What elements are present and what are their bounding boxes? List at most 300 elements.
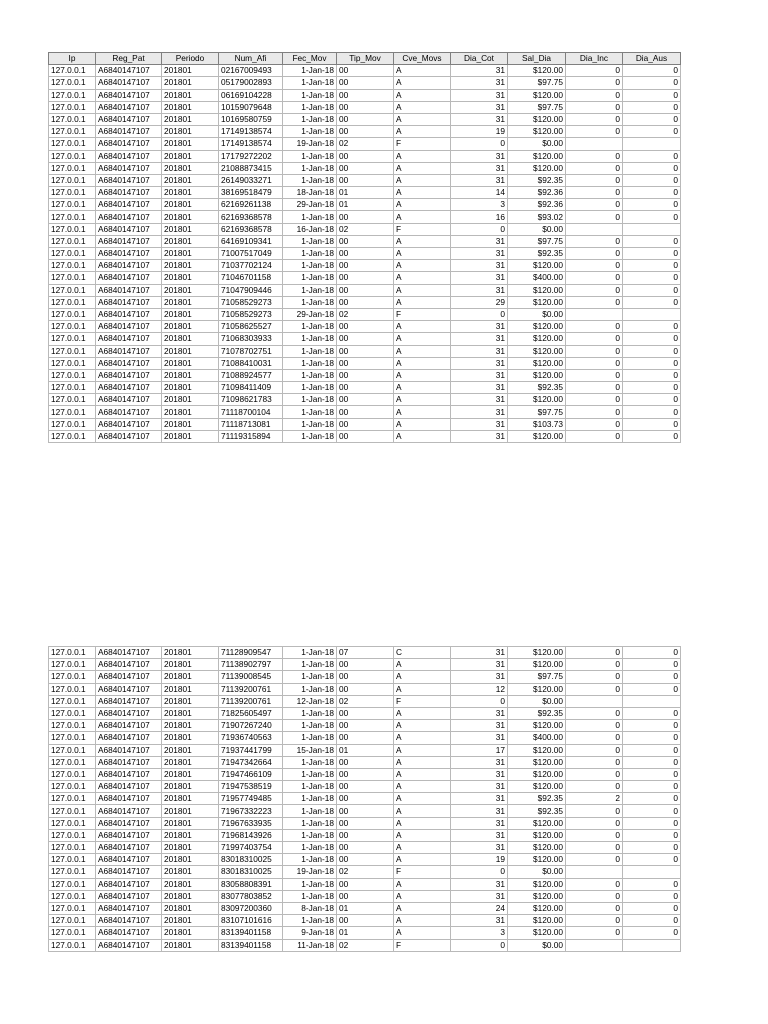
- cell-num-afi: 83107101616: [219, 915, 283, 927]
- cell-sal-dia: $120.00: [508, 842, 566, 854]
- table-row: [49, 308, 681, 320]
- cell-num-afi: 71967332223: [219, 805, 283, 817]
- cell-tip-mov: 02: [337, 866, 394, 878]
- cell-reg-pat: A6840147107: [96, 707, 162, 719]
- table-row: [49, 854, 681, 866]
- cell-dia-cot: 31: [451, 248, 508, 260]
- cell-dia-inc: 0: [566, 101, 623, 113]
- cell-dia-cot: 31: [451, 647, 508, 659]
- cell-ip: 127.0.0.1: [49, 878, 96, 890]
- cell-tip-mov: 00: [337, 890, 394, 902]
- cell-reg-pat: A6840147107: [96, 768, 162, 780]
- cell-fec-mov: 1-Jan-18: [283, 756, 337, 768]
- cell-periodo: 201801: [162, 406, 219, 418]
- cell-cve-movs: A: [394, 829, 451, 841]
- cell-fec-mov: 1-Jan-18: [283, 829, 337, 841]
- cell-ip: 127.0.0.1: [49, 345, 96, 357]
- cell-num-afi: 71947538519: [219, 781, 283, 793]
- cell-fec-mov: 1-Jan-18: [283, 369, 337, 381]
- cell-periodo: 201801: [162, 345, 219, 357]
- cell-dia-cot: 31: [451, 878, 508, 890]
- cell-tip-mov: 00: [337, 854, 394, 866]
- cell-ip: 127.0.0.1: [49, 284, 96, 296]
- cell-ip: 127.0.0.1: [49, 805, 96, 817]
- cell-sal-dia: $120.00: [508, 126, 566, 138]
- cell-tip-mov: 00: [337, 113, 394, 125]
- cell-fec-mov: 1-Jan-18: [283, 126, 337, 138]
- cell-sal-dia: $97.75: [508, 671, 566, 683]
- table-row: [49, 65, 681, 77]
- cell-fec-mov: 1-Jan-18: [283, 382, 337, 394]
- cell-cve-movs: A: [394, 272, 451, 284]
- cell-dia-aus: 0: [623, 829, 681, 841]
- cell-dia-cot: 16: [451, 211, 508, 223]
- cell-periodo: 201801: [162, 272, 219, 284]
- table-row: [49, 430, 681, 442]
- cell-dia-inc: 0: [566, 805, 623, 817]
- cell-fec-mov: 1-Jan-18: [283, 732, 337, 744]
- cell-ip: 127.0.0.1: [49, 138, 96, 150]
- cell-fec-mov: 1-Jan-18: [283, 211, 337, 223]
- cell-fec-mov: 1-Jan-18: [283, 842, 337, 854]
- cell-dia-cot: 31: [451, 890, 508, 902]
- cell-cve-movs: A: [394, 199, 451, 211]
- cell-reg-pat: A6840147107: [96, 138, 162, 150]
- cell-periodo: 201801: [162, 369, 219, 381]
- cell-cve-movs: A: [394, 781, 451, 793]
- cell-dia-aus: [623, 223, 681, 235]
- cell-fec-mov: 1-Jan-18: [283, 394, 337, 406]
- cell-dia-cot: 31: [451, 430, 508, 442]
- cell-dia-inc: 0: [566, 248, 623, 260]
- cell-tip-mov: 01: [337, 927, 394, 939]
- cell-dia-inc: 0: [566, 707, 623, 719]
- cell-dia-inc: 0: [566, 768, 623, 780]
- cell-periodo: 201801: [162, 223, 219, 235]
- cell-fec-mov: 1-Jan-18: [283, 890, 337, 902]
- cell-periodo: 201801: [162, 707, 219, 719]
- cell-tip-mov: 01: [337, 744, 394, 756]
- cell-reg-pat: A6840147107: [96, 296, 162, 308]
- table-row: [49, 199, 681, 211]
- column-header-ip: Ip: [49, 53, 96, 65]
- cell-cve-movs: F: [394, 223, 451, 235]
- cell-tip-mov: 00: [337, 406, 394, 418]
- cell-num-afi: 71088410031: [219, 357, 283, 369]
- cell-fec-mov: 1-Jan-18: [283, 333, 337, 345]
- cell-ip: 127.0.0.1: [49, 817, 96, 829]
- cell-cve-movs: A: [394, 683, 451, 695]
- cell-tip-mov: 00: [337, 211, 394, 223]
- table-row: [49, 707, 681, 719]
- cell-periodo: 201801: [162, 890, 219, 902]
- cell-reg-pat: A6840147107: [96, 756, 162, 768]
- cell-sal-dia: $103.73: [508, 418, 566, 430]
- cell-cve-movs: A: [394, 284, 451, 296]
- table-row: [49, 272, 681, 284]
- cell-ip: 127.0.0.1: [49, 842, 96, 854]
- table-row: [49, 369, 681, 381]
- cell-dia-cot: 17: [451, 744, 508, 756]
- cell-sal-dia: $120.00: [508, 113, 566, 125]
- cell-dia-inc: 0: [566, 732, 623, 744]
- cell-fec-mov: 8-Jan-18: [283, 902, 337, 914]
- cell-num-afi: 62169261138: [219, 199, 283, 211]
- cell-dia-inc: 0: [566, 842, 623, 854]
- cell-ip: 127.0.0.1: [49, 866, 96, 878]
- cell-cve-movs: F: [394, 308, 451, 320]
- cell-fec-mov: 1-Jan-18: [283, 768, 337, 780]
- cell-dia-cot: 0: [451, 223, 508, 235]
- column-header-dia-inc: Dia_Inc: [566, 53, 623, 65]
- cell-fec-mov: 1-Jan-18: [283, 284, 337, 296]
- cell-tip-mov: 00: [337, 671, 394, 683]
- cell-cve-movs: C: [394, 647, 451, 659]
- cell-ip: 127.0.0.1: [49, 939, 96, 951]
- cell-tip-mov: 00: [337, 659, 394, 671]
- cell-dia-inc: 0: [566, 817, 623, 829]
- cell-tip-mov: 00: [337, 842, 394, 854]
- table-row: [49, 768, 681, 780]
- cell-reg-pat: A6840147107: [96, 199, 162, 211]
- cell-sal-dia: $120.00: [508, 345, 566, 357]
- cell-sal-dia: $120.00: [508, 369, 566, 381]
- cell-ip: 127.0.0.1: [49, 77, 96, 89]
- cell-ip: 127.0.0.1: [49, 357, 96, 369]
- cell-dia-inc: 0: [566, 296, 623, 308]
- cell-periodo: 201801: [162, 768, 219, 780]
- cell-reg-pat: A6840147107: [96, 805, 162, 817]
- cell-dia-cot: 3: [451, 199, 508, 211]
- cell-ip: 127.0.0.1: [49, 65, 96, 77]
- cell-periodo: 201801: [162, 150, 219, 162]
- cell-sal-dia: $0.00: [508, 695, 566, 707]
- cell-cve-movs: F: [394, 695, 451, 707]
- cell-periodo: 201801: [162, 284, 219, 296]
- cell-dia-cot: 31: [451, 842, 508, 854]
- cell-periodo: 201801: [162, 939, 219, 951]
- cell-dia-cot: 0: [451, 308, 508, 320]
- cell-sal-dia: $92.35: [508, 793, 566, 805]
- cell-ip: 127.0.0.1: [49, 126, 96, 138]
- cell-sal-dia: $120.00: [508, 321, 566, 333]
- cell-sal-dia: $120.00: [508, 817, 566, 829]
- column-header-tip-mov: Tip_Mov: [337, 53, 394, 65]
- cell-dia-inc: 0: [566, 333, 623, 345]
- cell-dia-inc: 0: [566, 187, 623, 199]
- column-header-cve-movs: Cve_Movs: [394, 53, 451, 65]
- cell-dia-aus: 0: [623, 284, 681, 296]
- cell-ip: 127.0.0.1: [49, 321, 96, 333]
- cell-fec-mov: 1-Jan-18: [283, 406, 337, 418]
- cell-dia-inc: 0: [566, 150, 623, 162]
- cell-num-afi: 71088924577: [219, 369, 283, 381]
- cell-tip-mov: 00: [337, 321, 394, 333]
- table-row: [49, 284, 681, 296]
- cell-reg-pat: A6840147107: [96, 77, 162, 89]
- cell-ip: 127.0.0.1: [49, 890, 96, 902]
- cell-num-afi: 62169368578: [219, 211, 283, 223]
- cell-tip-mov: 00: [337, 89, 394, 101]
- cell-dia-inc: 0: [566, 927, 623, 939]
- cell-reg-pat: A6840147107: [96, 333, 162, 345]
- cell-sal-dia: $120.00: [508, 854, 566, 866]
- cell-num-afi: 83139401158: [219, 939, 283, 951]
- cell-dia-cot: 31: [451, 756, 508, 768]
- table-body: [49, 65, 681, 443]
- table-row: [49, 683, 681, 695]
- cell-fec-mov: 16-Jan-18: [283, 223, 337, 235]
- cell-periodo: 201801: [162, 915, 219, 927]
- cell-num-afi: 06169104228: [219, 89, 283, 101]
- cell-num-afi: 71139200761: [219, 683, 283, 695]
- table-row: [49, 781, 681, 793]
- cell-fec-mov: 1-Jan-18: [283, 793, 337, 805]
- cell-periodo: 201801: [162, 174, 219, 186]
- cell-sal-dia: $97.75: [508, 235, 566, 247]
- cell-dia-aus: 0: [623, 296, 681, 308]
- table-row: [49, 357, 681, 369]
- table-row: [49, 113, 681, 125]
- cell-sal-dia: $120.00: [508, 65, 566, 77]
- table-row: [49, 695, 681, 707]
- cell-dia-aus: 0: [623, 854, 681, 866]
- cell-dia-cot: 31: [451, 357, 508, 369]
- cell-fec-mov: 1-Jan-18: [283, 430, 337, 442]
- cell-ip: 127.0.0.1: [49, 695, 96, 707]
- table-row: [49, 647, 681, 659]
- cell-sal-dia: $120.00: [508, 744, 566, 756]
- cell-ip: 127.0.0.1: [49, 683, 96, 695]
- cell-dia-inc: 0: [566, 829, 623, 841]
- cell-sal-dia: $92.35: [508, 382, 566, 394]
- cell-dia-inc: 0: [566, 915, 623, 927]
- cell-sal-dia: $120.00: [508, 890, 566, 902]
- cell-ip: 127.0.0.1: [49, 394, 96, 406]
- table-row: [49, 817, 681, 829]
- cell-ip: 127.0.0.1: [49, 902, 96, 914]
- cell-periodo: 201801: [162, 878, 219, 890]
- cell-ip: 127.0.0.1: [49, 199, 96, 211]
- cell-sal-dia: $92.36: [508, 187, 566, 199]
- cell-dia-cot: 0: [451, 138, 508, 150]
- cell-reg-pat: A6840147107: [96, 647, 162, 659]
- cell-tip-mov: 00: [337, 829, 394, 841]
- cell-dia-aus: 0: [623, 793, 681, 805]
- cell-dia-aus: 0: [623, 817, 681, 829]
- cell-dia-inc: [566, 866, 623, 878]
- cell-cve-movs: A: [394, 793, 451, 805]
- cell-sal-dia: $0.00: [508, 223, 566, 235]
- cell-dia-cot: 31: [451, 162, 508, 174]
- cell-periodo: 201801: [162, 927, 219, 939]
- cell-periodo: 201801: [162, 842, 219, 854]
- cell-ip: 127.0.0.1: [49, 248, 96, 260]
- cell-dia-aus: 0: [623, 683, 681, 695]
- cell-reg-pat: A6840147107: [96, 272, 162, 284]
- cell-sal-dia: $0.00: [508, 866, 566, 878]
- cell-periodo: 201801: [162, 248, 219, 260]
- cell-dia-inc: 0: [566, 406, 623, 418]
- cell-ip: 127.0.0.1: [49, 793, 96, 805]
- cell-fec-mov: 1-Jan-18: [283, 418, 337, 430]
- cell-dia-aus: 0: [623, 369, 681, 381]
- cell-tip-mov: 00: [337, 878, 394, 890]
- cell-dia-cot: 31: [451, 915, 508, 927]
- table-row: [49, 187, 681, 199]
- cell-fec-mov: 1-Jan-18: [283, 260, 337, 272]
- cell-periodo: 201801: [162, 866, 219, 878]
- cell-periodo: 201801: [162, 394, 219, 406]
- cell-fec-mov: 1-Jan-18: [283, 174, 337, 186]
- cell-reg-pat: A6840147107: [96, 284, 162, 296]
- cell-sal-dia: $120.00: [508, 829, 566, 841]
- cell-tip-mov: 00: [337, 915, 394, 927]
- cell-num-afi: 71118700104: [219, 406, 283, 418]
- cell-num-afi: 83018310025: [219, 866, 283, 878]
- cell-periodo: 201801: [162, 113, 219, 125]
- cell-sal-dia: $120.00: [508, 394, 566, 406]
- cell-dia-cot: 0: [451, 695, 508, 707]
- cell-fec-mov: 1-Jan-18: [283, 659, 337, 671]
- cell-periodo: 201801: [162, 77, 219, 89]
- cell-periodo: 201801: [162, 430, 219, 442]
- cell-dia-inc: 0: [566, 647, 623, 659]
- cell-reg-pat: A6840147107: [96, 829, 162, 841]
- table-row: [49, 915, 681, 927]
- cell-reg-pat: A6840147107: [96, 720, 162, 732]
- header-row: [49, 53, 681, 65]
- table-row: [49, 248, 681, 260]
- cell-tip-mov: 00: [337, 394, 394, 406]
- cell-dia-aus: 0: [623, 126, 681, 138]
- cell-reg-pat: A6840147107: [96, 174, 162, 186]
- cell-sal-dia: $120.00: [508, 357, 566, 369]
- table-row: [49, 223, 681, 235]
- cell-dia-inc: [566, 138, 623, 150]
- table-row: [49, 720, 681, 732]
- table-row: [49, 138, 681, 150]
- cell-fec-mov: 1-Jan-18: [283, 235, 337, 247]
- cell-periodo: 201801: [162, 902, 219, 914]
- table-row: [49, 101, 681, 113]
- cell-sal-dia: $120.00: [508, 768, 566, 780]
- cell-periodo: 201801: [162, 89, 219, 101]
- cell-dia-aus: 0: [623, 927, 681, 939]
- cell-periodo: 201801: [162, 720, 219, 732]
- cell-periodo: 201801: [162, 260, 219, 272]
- cell-num-afi: 71997403754: [219, 842, 283, 854]
- cell-tip-mov: 00: [337, 235, 394, 247]
- cell-num-afi: 10159079648: [219, 101, 283, 113]
- cell-cve-movs: A: [394, 235, 451, 247]
- cell-dia-inc: 0: [566, 382, 623, 394]
- cell-sal-dia: $97.75: [508, 101, 566, 113]
- cell-dia-cot: 31: [451, 77, 508, 89]
- cell-periodo: 201801: [162, 199, 219, 211]
- cell-num-afi: 83139401158: [219, 927, 283, 939]
- cell-tip-mov: 00: [337, 65, 394, 77]
- cell-cve-movs: A: [394, 357, 451, 369]
- cell-reg-pat: A6840147107: [96, 113, 162, 125]
- cell-dia-aus: 0: [623, 174, 681, 186]
- cell-fec-mov: 1-Jan-18: [283, 150, 337, 162]
- cell-dia-aus: 0: [623, 113, 681, 125]
- cell-dia-inc: 0: [566, 211, 623, 223]
- cell-dia-cot: 31: [451, 829, 508, 841]
- cell-dia-aus: 0: [623, 720, 681, 732]
- table-row: [49, 671, 681, 683]
- table-row: [49, 927, 681, 939]
- cell-sal-dia: $120.00: [508, 902, 566, 914]
- cell-num-afi: 71046701158: [219, 272, 283, 284]
- cell-dia-aus: 0: [623, 77, 681, 89]
- cell-reg-pat: A6840147107: [96, 101, 162, 113]
- cell-cve-movs: A: [394, 406, 451, 418]
- column-header-periodo: Periodo: [162, 53, 219, 65]
- cell-ip: 127.0.0.1: [49, 720, 96, 732]
- cell-fec-mov: 1-Jan-18: [283, 101, 337, 113]
- cell-ip: 127.0.0.1: [49, 150, 96, 162]
- cell-reg-pat: A6840147107: [96, 939, 162, 951]
- cell-sal-dia: $120.00: [508, 333, 566, 345]
- cell-dia-cot: 31: [451, 65, 508, 77]
- data-table-1: [48, 52, 681, 443]
- cell-ip: 127.0.0.1: [49, 211, 96, 223]
- cell-sal-dia: $120.00: [508, 878, 566, 890]
- cell-cve-movs: A: [394, 296, 451, 308]
- cell-dia-aus: 0: [623, 333, 681, 345]
- cell-fec-mov: 1-Jan-18: [283, 854, 337, 866]
- cell-dia-cot: 31: [451, 720, 508, 732]
- cell-ip: 127.0.0.1: [49, 369, 96, 381]
- cell-ip: 127.0.0.1: [49, 162, 96, 174]
- cell-periodo: 201801: [162, 647, 219, 659]
- cell-cve-movs: A: [394, 854, 451, 866]
- cell-num-afi: 71068303933: [219, 333, 283, 345]
- cell-cve-movs: A: [394, 768, 451, 780]
- cell-dia-inc: 0: [566, 744, 623, 756]
- cell-dia-aus: 0: [623, 101, 681, 113]
- cell-dia-inc: 0: [566, 126, 623, 138]
- table-row: [49, 382, 681, 394]
- cell-dia-aus: 0: [623, 659, 681, 671]
- cell-sal-dia: $120.00: [508, 89, 566, 101]
- cell-tip-mov: 00: [337, 720, 394, 732]
- column-header-sal-dia: Sal_Dia: [508, 53, 566, 65]
- table-row: [49, 866, 681, 878]
- cell-ip: 127.0.0.1: [49, 235, 96, 247]
- cell-dia-cot: 29: [451, 296, 508, 308]
- cell-fec-mov: 1-Jan-18: [283, 65, 337, 77]
- cell-reg-pat: A6840147107: [96, 406, 162, 418]
- cell-dia-inc: 0: [566, 174, 623, 186]
- cell-fec-mov: 1-Jan-18: [283, 671, 337, 683]
- cell-dia-cot: 31: [451, 235, 508, 247]
- cell-dia-inc: 0: [566, 671, 623, 683]
- cell-sal-dia: $120.00: [508, 915, 566, 927]
- table-row: [49, 77, 681, 89]
- cell-tip-mov: 00: [337, 77, 394, 89]
- cell-num-afi: 71947466109: [219, 768, 283, 780]
- cell-num-afi: 62169368578: [219, 223, 283, 235]
- cell-dia-cot: 31: [451, 150, 508, 162]
- cell-num-afi: 71937441799: [219, 744, 283, 756]
- cell-cve-movs: A: [394, 248, 451, 260]
- cell-dia-inc: 0: [566, 77, 623, 89]
- cell-dia-inc: 0: [566, 199, 623, 211]
- cell-periodo: 201801: [162, 187, 219, 199]
